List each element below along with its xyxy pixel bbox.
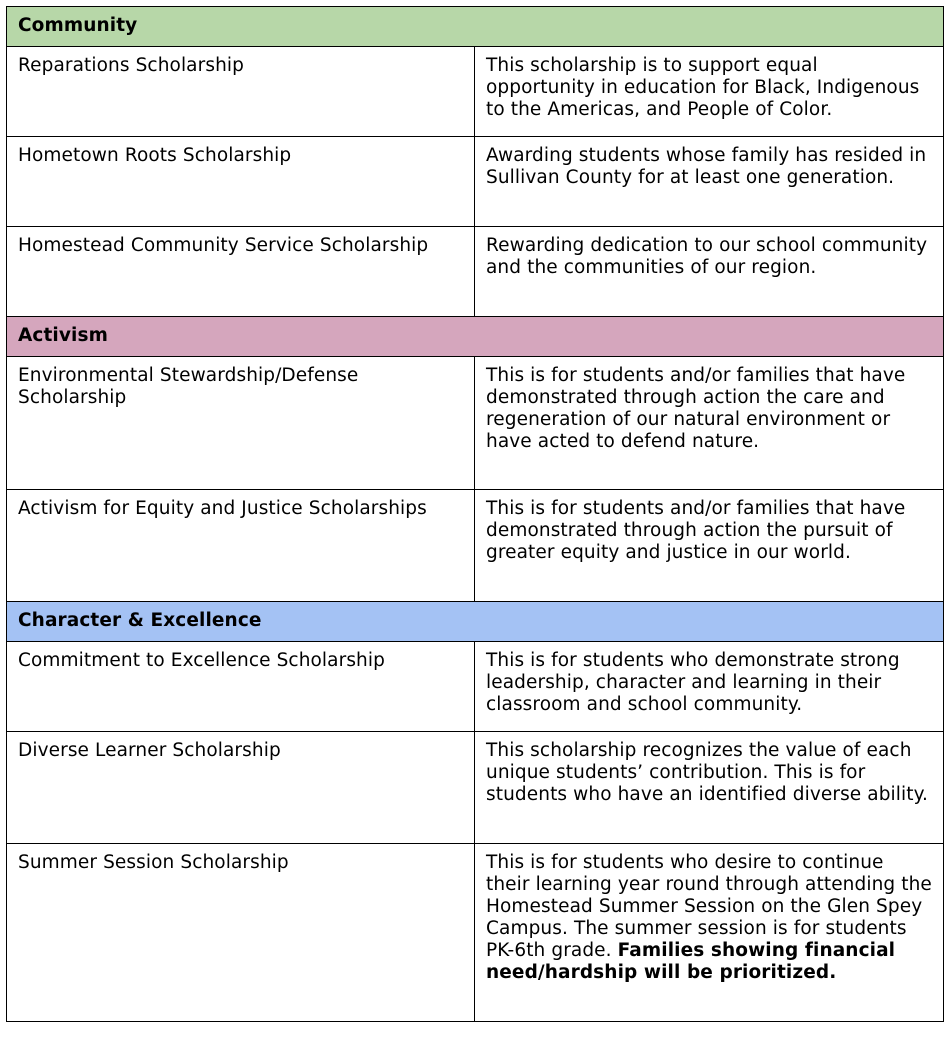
scholarship-description: This scholarship recognizes the value of each unique students’ contribution. This is for students who have an identified diverse ability. [475, 732, 944, 844]
scholarship-name: Diverse Learner Scholarship [7, 732, 475, 844]
section-title: Community [7, 7, 944, 47]
scholarship-name: Commitment to Excellence Scholarship [7, 642, 475, 732]
scholarship-name: Hometown Roots Scholarship [7, 137, 475, 227]
scholarship-description: Rewarding dedication to our school community and the communities of our region. [475, 227, 944, 317]
scholarship-description: This is for students and/or families that have demonstrated through action the care and regeneration of our natural environment or have acted to defend nature. [475, 357, 944, 490]
financial-need-note: Families showing financial need/hardship will be prioritized. [486, 940, 896, 983]
scholarship-description [475, 844, 944, 1022]
summer-session-description: This is for students who desire to continue their learning year round through attending the Homestead Summer Session on the Glen Spey Campus. The summer session is for students PK-6th grade. [486, 852, 932, 961]
scholarship-description: This is for students and/or families that have demonstrated through action the pursuit of greater equity and justice in our world. [475, 490, 944, 602]
table-row [7, 227, 944, 317]
section-header-character-excellence [7, 602, 944, 642]
table-row [7, 642, 944, 732]
scholarship-name: Homestead Community Service Scholarship [7, 227, 475, 317]
section-header-community [7, 7, 944, 47]
table-row [7, 137, 944, 227]
table-row [7, 357, 944, 490]
table-row [7, 732, 944, 844]
scholarship-name: Reparations Scholarship [7, 47, 475, 137]
section-title: Activism [7, 317, 944, 357]
scholarship-name: Activism for Equity and Justice Scholarships [7, 490, 475, 602]
table-row [7, 490, 944, 602]
section-header-activism [7, 317, 944, 357]
section-title: Character & Excellence [7, 602, 944, 642]
scholarship-table [6, 6, 944, 1022]
scholarship-description: Awarding students whose family has resided in Sullivan County for at least one generation. [475, 137, 944, 227]
scholarship-name: Environmental Stewardship/Defense Scholarship [7, 357, 475, 490]
table-row [7, 844, 944, 1022]
scholarship-name: Summer Session Scholarship [7, 844, 475, 1022]
table-row [7, 47, 944, 137]
scholarship-description: This is for students who demonstrate strong leadership, character and learning in their classroom and school community. [475, 642, 944, 732]
scholarship-description: This scholarship is to support equal opportunity in education for Black, Indigenous to the Americas, and People of Color. [475, 47, 944, 137]
